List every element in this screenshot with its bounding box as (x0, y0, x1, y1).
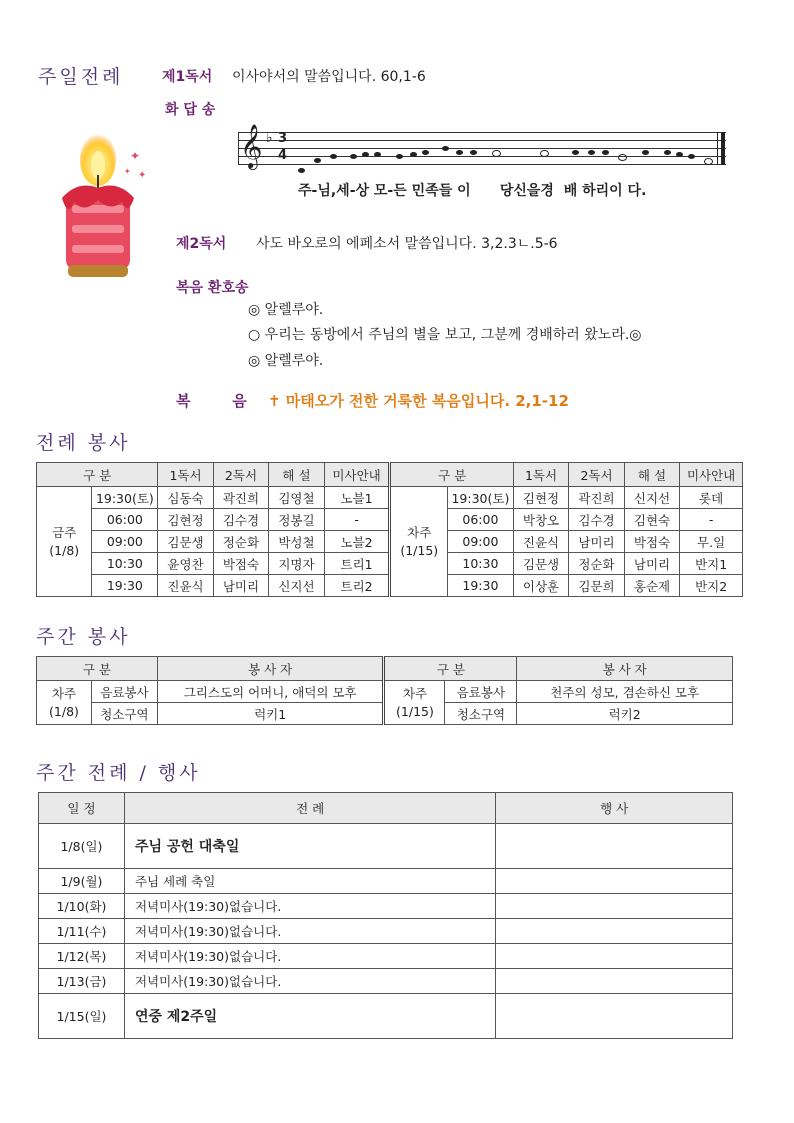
acclamation-line-2: ○ 우리는 동방에서 주님의 별을 보고, 그분께 경배하러 왔노라.◎ (248, 327, 642, 343)
cell: 트리2 (324, 575, 390, 597)
header-reading2: 2독서 (213, 463, 268, 487)
liturgy-title: 전례 봉사 (36, 432, 131, 454)
cell: 럭키2 (517, 703, 733, 725)
cell: 반지2 (680, 575, 743, 597)
cell: - (680, 509, 743, 531)
weekly-title: 주간 봉사 (36, 626, 131, 648)
cell: 무.일 (680, 531, 743, 553)
event-cell (496, 869, 733, 894)
liturgy-table (36, 462, 743, 597)
svg-text:✦: ✦ (130, 149, 141, 163)
table-row (39, 969, 733, 994)
cell: 19:30 (92, 575, 158, 597)
cell: 청소구역 (445, 703, 517, 725)
table-row (37, 509, 743, 531)
cell: 천주의 성모, 겸손하신 모후 (517, 681, 733, 703)
header-category: 구 분 (390, 463, 513, 487)
time-signature-icon: 3 4 (278, 131, 288, 163)
cell: 지명자 (269, 553, 324, 575)
svg-text:✦: ✦ (138, 170, 147, 181)
header-mass-guide: 미사안내 (680, 463, 743, 487)
date-cell: 1/11(수) (39, 919, 125, 944)
event-cell (496, 994, 733, 1039)
event-cell (496, 919, 733, 944)
sunday-title: 주일전례 (38, 66, 124, 88)
table-row (39, 894, 733, 919)
date-cell: 1/10(화) (39, 894, 125, 919)
cell: 10:30 (448, 553, 514, 575)
cell: 김수경 (213, 509, 268, 531)
acclamation-line-1: ◎ 알렐루야. (248, 302, 324, 318)
header-event: 행 사 (496, 793, 733, 824)
cell: 곽진희 (569, 487, 624, 509)
cell: - (324, 509, 390, 531)
candle-icon (38, 120, 158, 280)
svg-text:✦: ✦ (124, 167, 131, 176)
header-category: 구 분 (384, 657, 517, 681)
table-row (37, 487, 743, 509)
cell: 06:00 (92, 509, 158, 531)
reading2-text: 사도 바오로의 에페소서 말씀입니다. 3,2.3ㄴ.5-6 (256, 236, 558, 252)
cell: 트리1 (324, 553, 390, 575)
liturgy-cell: 저녁미사(19:30)없습니다. (124, 894, 495, 919)
cell: 홍순제 (624, 575, 679, 597)
liturgy-cell: 주님 세례 축일 (124, 869, 495, 894)
cell: 노블2 (324, 531, 390, 553)
table-row (37, 531, 743, 553)
cell: 진윤식 (158, 575, 213, 597)
table-row (39, 824, 733, 869)
table-row (39, 869, 733, 894)
flat-icon: ♭ (266, 130, 273, 146)
acclamation-label: 복음 환호송 (176, 280, 249, 296)
cell: 박점숙 (213, 553, 268, 575)
cell: 반지1 (680, 553, 743, 575)
header-volunteer: 봉 사 자 (157, 657, 384, 681)
table-row (39, 994, 733, 1039)
cell: 19:30 (448, 575, 514, 597)
event-cell (496, 944, 733, 969)
cell: 노블1 (324, 487, 390, 509)
reading1-text: 이사야서의 말씀입니다. 60,1-6 (232, 69, 426, 85)
date-cell: 1/8(일) (39, 824, 125, 869)
cell: 심동숙 (158, 487, 213, 509)
psalm-lyrics: 주-님,세-상 모-든 민족들 이 당신을경 배 하리이 다. (298, 183, 647, 199)
table-row (39, 944, 733, 969)
cell: 박창오 (513, 509, 568, 531)
header-reading1: 1독서 (513, 463, 568, 487)
cell: 그리스도의 어머니, 애덕의 모후 (157, 681, 384, 703)
gospel-label: 복 음 (176, 392, 247, 410)
reading1-label: 제1독서 (162, 69, 213, 85)
group-left: 차주 (1/8) (37, 681, 92, 725)
cell: 09:00 (448, 531, 514, 553)
schedule-table (38, 792, 733, 1039)
group-this-week: 금주 (1/8) (37, 487, 92, 597)
table-row (37, 681, 733, 703)
header-category: 구 분 (37, 463, 158, 487)
event-cell (496, 894, 733, 919)
cell: 정순화 (569, 553, 624, 575)
cell: 09:00 (92, 531, 158, 553)
weekly-table (36, 656, 733, 725)
liturgy-cell: 저녁미사(19:30)없습니다. (124, 969, 495, 994)
group-next-week: 차주 (1/15) (390, 487, 448, 597)
psalm-label: 화 답 송 (165, 102, 216, 118)
cell: 곽진희 (213, 487, 268, 509)
cell: 김영철 (269, 487, 324, 509)
cell: 김문생 (513, 553, 568, 575)
cell: 김수경 (569, 509, 624, 531)
header-volunteer: 봉 사 자 (517, 657, 733, 681)
cell: 신지선 (624, 487, 679, 509)
header-category: 구 분 (37, 657, 158, 681)
cell: 김현정 (158, 509, 213, 531)
event-cell (496, 824, 733, 869)
cell: 김문희 (569, 575, 624, 597)
cell: 10:30 (92, 553, 158, 575)
header-mass-guide: 미사안내 (324, 463, 390, 487)
gospel-text: ✝ 마태오가 전한 거룩한 복음입니다. 2,1-12 (268, 392, 569, 410)
cell: 남미리 (569, 531, 624, 553)
liturgy-cell: 저녁미사(19:30)없습니다. (124, 944, 495, 969)
cell: 남미리 (213, 575, 268, 597)
psalm-staff (238, 124, 726, 172)
cell: 남미리 (624, 553, 679, 575)
cell: 김현숙 (624, 509, 679, 531)
cell: 럭키1 (157, 703, 384, 725)
cell: 박성철 (269, 531, 324, 553)
date-cell: 1/13(금) (39, 969, 125, 994)
header-commentary: 해 설 (624, 463, 679, 487)
header-reading1: 1독서 (158, 463, 213, 487)
date-cell: 1/9(월) (39, 869, 125, 894)
cell: 김현정 (513, 487, 568, 509)
date-cell: 1/12(목) (39, 944, 125, 969)
treble-clef-icon: 𝄞 (240, 124, 263, 168)
cell: 윤영찬 (158, 553, 213, 575)
cell: 19:30(토) (448, 487, 514, 509)
table-row (37, 553, 743, 575)
cell: 06:00 (448, 509, 514, 531)
table-row (39, 919, 733, 944)
event-cell (496, 969, 733, 994)
header-reading2: 2독서 (569, 463, 624, 487)
cell: 19:30(토) (92, 487, 158, 509)
cell: 진윤식 (513, 531, 568, 553)
header-liturgy: 전 례 (124, 793, 495, 824)
reading2-label: 제2독서 (176, 236, 227, 252)
cell: 이상훈 (513, 575, 568, 597)
schedule-title: 주간 전례 / 행사 (36, 762, 201, 784)
cell: 신지선 (269, 575, 324, 597)
cell: 김문생 (158, 531, 213, 553)
date-cell: 1/15(일) (39, 994, 125, 1039)
cell: 음료봉사 (445, 681, 517, 703)
cell: 롯데 (680, 487, 743, 509)
table-row (37, 575, 743, 597)
cell: 청소구역 (91, 703, 157, 725)
acclamation-line-3: ◎ 알렐루야. (248, 353, 324, 369)
header-date: 일 정 (39, 793, 125, 824)
header-commentary: 해 설 (269, 463, 324, 487)
cell: 정순화 (213, 531, 268, 553)
group-right: 차주 (1/15) (384, 681, 445, 725)
cell: 박점숙 (624, 531, 679, 553)
cell: 음료봉사 (91, 681, 157, 703)
liturgy-cell: 저녁미사(19:30)없습니다. (124, 919, 495, 944)
liturgy-cell: 주님 공헌 대축일 (124, 824, 495, 869)
liturgy-cell: 연중 제2주일 (124, 994, 495, 1039)
cell: 정봉길 (269, 509, 324, 531)
